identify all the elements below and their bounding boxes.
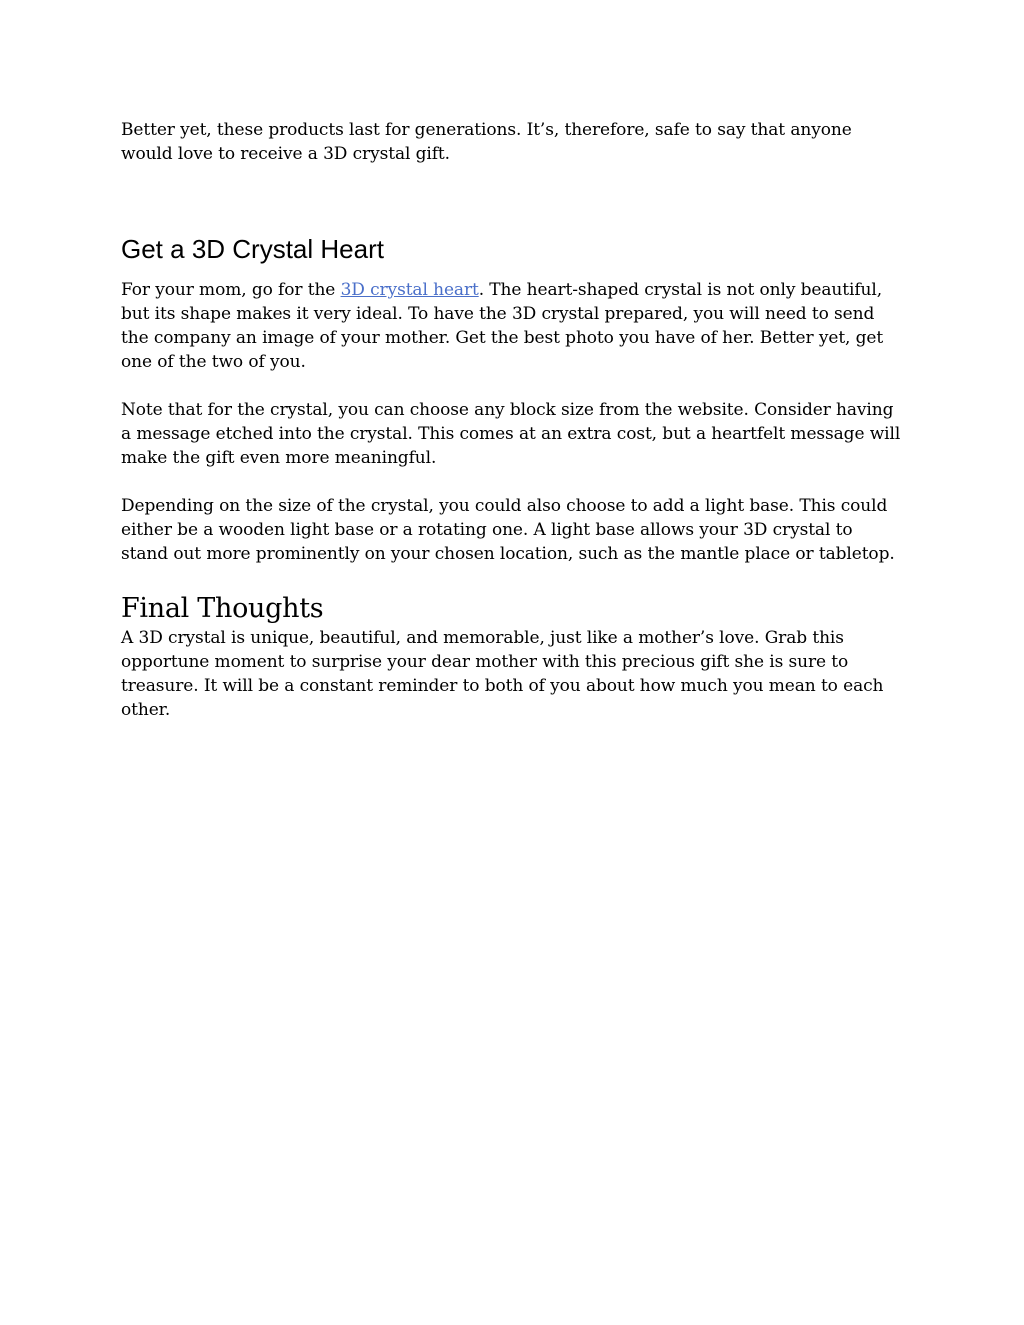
paragraph-heart-intro-start: For your mom, go for the — [121, 280, 341, 300]
crystal-heart-link[interactable]: 3D crystal heart — [340, 280, 479, 300]
heading-final-thoughts: Final Thoughts — [121, 593, 324, 624]
paragraph-light-base: Depending on the size of the crystal, you could also choose to add a light base. This could either be a wooden light base or a rotating one. A light base allows your 3D crystal to stand out more prominently on your chosen location, such as the mantle place or tabletop. — [121, 496, 895, 564]
paragraph-block-size: Note that for the crystal, you can choose any block size from the website. Consider having a message etched into the crystal. This comes at an extra cost, but a heartfelt message will make the gift even more meaningful. — [121, 400, 901, 468]
document-page — [121, 118, 903, 722]
intro-paragraph: Better yet, these products last for generations. It’s, therefore, safe to say that anyone would love to receive a 3D crystal gift. — [121, 120, 852, 164]
paragraph-final-thoughts: A 3D crystal is unique, beautiful, and memorable, just like a mother’s love. Grab this opportune moment to surprise your dear mother with this precious gift she is sure to treasure. It will be a constant reminder to both of you about how much you mean to each other. — [121, 628, 884, 720]
heading-crystal-heart: Get a 3D Crystal Heart — [121, 234, 384, 264]
paragraph-heart-intro — [121, 278, 903, 374]
paragraph-heart-intro-end: . The heart-shaped crystal is not only beautiful, but its shape makes it very ideal. To have the 3D crystal prepared, you will need to send the company an image of your mother. Get the best photo you have of her. Better yet, get one of the two of you. — [121, 280, 884, 372]
